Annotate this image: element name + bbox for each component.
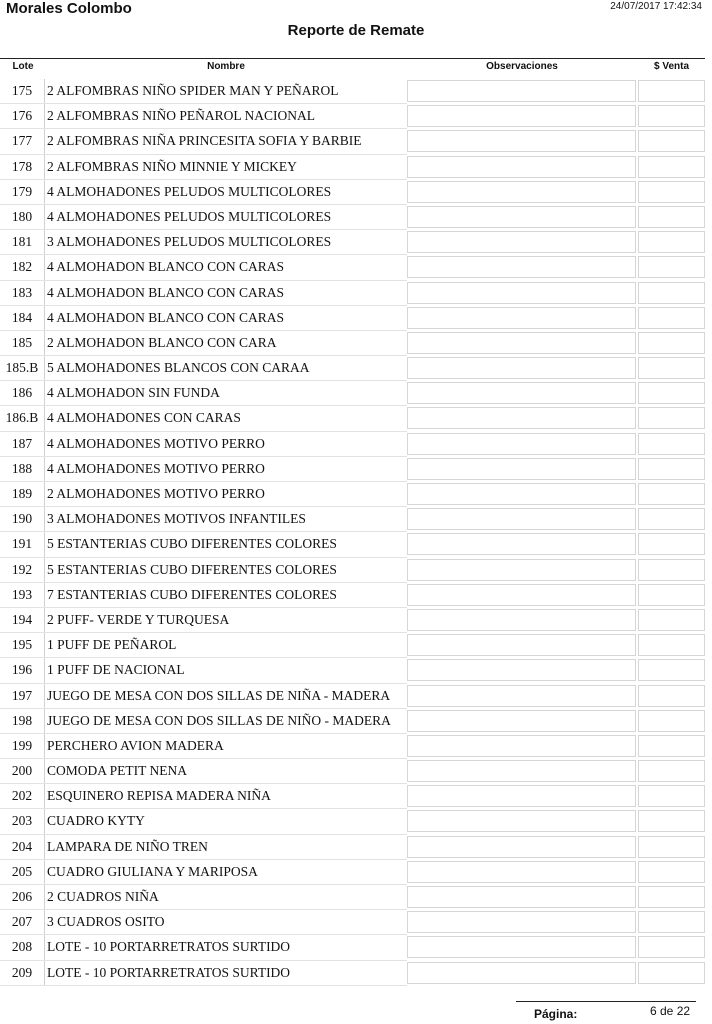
column-divider — [44, 255, 45, 280]
observaciones-cell — [407, 559, 636, 581]
lote-cell: 175 — [11, 83, 33, 98]
footer-divider — [516, 1001, 696, 1002]
nombre-cell: COMODA PETIT NENA — [47, 763, 188, 779]
column-divider — [44, 331, 45, 356]
lote-cell: 199 — [11, 737, 33, 753]
column-divider — [44, 608, 45, 633]
observaciones-cell — [407, 206, 636, 228]
venta-cell — [638, 332, 705, 354]
lote-cell: 209 — [11, 964, 33, 980]
observaciones-cell — [407, 231, 636, 253]
table-row — [0, 608, 712, 633]
lote-cell: 197 — [11, 687, 33, 703]
nombre-cell: 2 ALFOMBRAS NIÑO SPIDER MAN Y PEÑAROL — [47, 83, 339, 98]
lote-cell: 194 — [11, 611, 33, 627]
lote-cell: 183 — [11, 284, 33, 300]
column-header-observaciones: Observaciones — [486, 61, 558, 72]
table-row — [0, 406, 712, 431]
table-row — [0, 910, 712, 935]
column-divider — [44, 381, 45, 406]
report-title: Reporte de Remate — [287, 22, 425, 39]
lote-cell: 184 — [11, 309, 33, 325]
nombre-cell: 4 ALMOHADON BLANCO CON CARAS — [47, 284, 285, 300]
observaciones-cell — [407, 105, 636, 127]
nombre-cell: 2 CUADROS NIÑA — [47, 889, 159, 904]
venta-cell — [638, 810, 705, 832]
table-row — [0, 281, 712, 306]
nombre-cell: 3 ALMOHADONES PELUDOS MULTICOLORES — [47, 234, 332, 250]
nombre-cell: 2 ALMOHADON BLANCO CON CARA — [47, 334, 277, 350]
column-divider — [44, 406, 45, 431]
venta-cell — [638, 584, 705, 606]
nombre-cell: JUEGO DE MESA CON DOS SILLAS DE NIÑA - MADERA — [47, 687, 391, 703]
venta-cell — [638, 886, 705, 908]
nombre-cell: 3 ALMOHADONES MOTIVOS INFANTILES — [47, 511, 306, 527]
column-divider — [44, 809, 45, 834]
column-divider — [44, 532, 45, 557]
nombre-cell: LOTE - 10 PORTARRETRATOS SURTIDO — [47, 964, 291, 980]
nombre-cell: 3 CUADROS OSITO — [47, 914, 165, 930]
table-row — [0, 306, 712, 331]
table-row — [0, 558, 712, 583]
venta-cell — [638, 911, 705, 933]
observaciones-cell — [407, 407, 636, 429]
table-row — [0, 809, 712, 834]
nombre-cell: 5 ESTANTERIAS CUBO DIFERENTES COLORES — [47, 536, 337, 552]
nombre-cell: 2 PUFF- VERDE Y TURQUESA — [47, 611, 230, 627]
column-divider — [44, 129, 45, 154]
nombre-cell: 4 ALMOHADON BLANCO CON CARAS — [47, 309, 285, 325]
lote-cell: 204 — [11, 838, 33, 854]
observaciones-cell — [407, 836, 636, 858]
venta-cell — [638, 659, 705, 681]
table-row — [0, 759, 712, 784]
table-row — [0, 230, 712, 255]
observaciones-cell — [407, 80, 636, 102]
nombre-cell: 5 ESTANTERIAS CUBO DIFERENTES COLORES — [47, 561, 337, 577]
table-row — [0, 457, 712, 482]
column-divider — [44, 835, 45, 860]
column-divider — [44, 935, 45, 960]
table-row — [0, 331, 712, 356]
table-row — [0, 835, 712, 860]
nombre-cell: 2 ALFOMBRAS NIÑA PRINCESITA SOFIA Y BARBIE — [47, 133, 362, 149]
venta-cell — [638, 735, 705, 757]
lote-cell: 195 — [11, 637, 33, 653]
table-row — [0, 633, 712, 658]
nombre-cell: 4 ALMOHADONES PELUDOS MULTICOLORES — [47, 208, 332, 224]
column-divider — [44, 457, 45, 482]
venta-cell — [638, 861, 705, 883]
venta-cell — [638, 533, 705, 555]
column-divider — [44, 205, 45, 230]
table-row — [0, 482, 712, 507]
lote-cell: 207 — [11, 914, 33, 930]
header-divider — [0, 58, 705, 59]
column-divider — [44, 633, 45, 658]
lote-cell: 191 — [11, 536, 33, 552]
observaciones-cell — [407, 256, 636, 278]
column-divider — [44, 558, 45, 583]
lote-cell: 200 — [11, 763, 33, 779]
column-header-nombre: Nombre — [207, 61, 245, 72]
observaciones-cell — [407, 533, 636, 555]
lote-cell: 176 — [11, 108, 33, 124]
venta-cell — [638, 357, 705, 379]
column-divider — [44, 759, 45, 784]
observaciones-cell — [407, 936, 636, 958]
nombre-cell: 4 ALMOHADON BLANCO CON CARAS — [47, 259, 285, 275]
venta-cell — [638, 407, 705, 429]
column-divider — [44, 482, 45, 507]
nombre-cell: LOTE - 10 PORTARRETRATOS SURTIDO — [47, 939, 291, 955]
column-divider — [44, 79, 45, 104]
column-divider — [44, 180, 45, 205]
venta-cell — [638, 181, 705, 203]
table-row — [0, 155, 712, 180]
nombre-cell: 4 ALMOHADONES PELUDOS MULTICOLORES — [47, 183, 332, 199]
nombre-cell: 2 ALFOMBRAS NIÑO PEÑAROL NACIONAL — [47, 108, 316, 124]
nombre-cell: 1 PUFF DE PEÑAROL — [47, 637, 177, 653]
table-row — [0, 784, 712, 809]
table-row — [0, 734, 712, 759]
venta-cell — [638, 760, 705, 782]
lote-cell: 177 — [11, 133, 33, 149]
observaciones-cell — [407, 710, 636, 732]
observaciones-cell — [407, 483, 636, 505]
observaciones-cell — [407, 785, 636, 807]
venta-cell — [638, 231, 705, 253]
venta-cell — [638, 80, 705, 102]
observaciones-cell — [407, 357, 636, 379]
venta-cell — [638, 382, 705, 404]
table-row — [0, 79, 712, 104]
venta-cell — [638, 508, 705, 530]
nombre-cell: CUADRO KYTY — [47, 813, 145, 829]
lote-cell: 198 — [11, 712, 33, 728]
observaciones-cell — [407, 886, 636, 908]
observaciones-cell — [407, 659, 636, 681]
observaciones-cell — [407, 609, 636, 631]
table-row — [0, 684, 712, 709]
observaciones-cell — [407, 282, 636, 304]
table-row — [0, 658, 712, 683]
venta-cell — [638, 433, 705, 455]
table-row — [0, 205, 712, 230]
lote-cell: 203 — [11, 813, 33, 829]
column-divider — [44, 507, 45, 532]
nombre-cell: 4 ALMOHADONES MOTIVO PERRO — [47, 460, 265, 476]
nombre-cell: ESQUINERO REPISA MADERA NIÑA — [47, 788, 271, 804]
lote-cell: 179 — [11, 183, 33, 199]
observaciones-cell — [407, 458, 636, 480]
venta-cell — [638, 685, 705, 707]
lote-cell: 186.B — [5, 410, 39, 426]
lote-cell: 186 — [11, 385, 33, 401]
venta-cell — [638, 559, 705, 581]
lote-cell: 193 — [11, 586, 33, 602]
venta-cell — [638, 282, 705, 304]
table-row — [0, 532, 712, 557]
column-divider — [44, 885, 45, 910]
table-row — [0, 860, 712, 885]
observaciones-cell — [407, 685, 636, 707]
table-row — [0, 583, 712, 608]
venta-cell — [638, 483, 705, 505]
column-divider — [44, 432, 45, 457]
nombre-cell: 2 ALFOMBRAS NIÑO MINNIE Y MICKEY — [47, 158, 297, 174]
column-headers — [0, 61, 705, 75]
venta-cell — [638, 836, 705, 858]
venta-cell — [638, 609, 705, 631]
column-divider — [44, 306, 45, 331]
observaciones-cell — [407, 130, 636, 152]
column-divider — [44, 961, 45, 986]
table-row — [0, 180, 712, 205]
table-row — [0, 129, 712, 154]
nombre-cell: CUADRO GIULIANA Y MARIPOSA — [47, 863, 258, 879]
column-header-venta: $ Venta — [653, 61, 690, 72]
lote-cell: 181 — [11, 234, 33, 250]
venta-cell — [638, 962, 705, 984]
row-divider — [0, 985, 407, 986]
lote-cell: 190 — [11, 511, 33, 527]
observaciones-cell — [407, 735, 636, 757]
column-divider — [44, 684, 45, 709]
lote-cell: 185.B — [5, 360, 39, 376]
observaciones-cell — [407, 332, 636, 354]
column-divider — [44, 709, 45, 734]
nombre-cell: 5 ALMOHADONES BLANCOS CON CARAA — [47, 360, 310, 376]
venta-cell — [638, 936, 705, 958]
table-row — [0, 885, 712, 910]
column-divider — [44, 104, 45, 129]
lote-cell: 196 — [11, 662, 33, 678]
venta-cell — [638, 105, 705, 127]
observaciones-cell — [407, 911, 636, 933]
lote-cell: 208 — [11, 939, 33, 955]
lots-table — [0, 79, 712, 986]
observaciones-cell — [407, 861, 636, 883]
observaciones-cell — [407, 584, 636, 606]
column-header-lote: Lote — [12, 61, 34, 72]
observaciones-cell — [407, 962, 636, 984]
nombre-cell: JUEGO DE MESA CON DOS SILLAS DE NIÑO - MADERA — [47, 712, 391, 728]
observaciones-cell — [407, 307, 636, 329]
observaciones-cell — [407, 810, 636, 832]
column-divider — [44, 734, 45, 759]
table-row — [0, 709, 712, 734]
table-row — [0, 961, 712, 986]
nombre-cell: 2 ALMOHADONES MOTIVO PERRO — [47, 486, 265, 501]
table-row — [0, 381, 712, 406]
column-divider — [44, 230, 45, 255]
venta-cell — [638, 156, 705, 178]
venta-cell — [638, 458, 705, 480]
nombre-cell: 1 PUFF DE NACIONAL — [47, 662, 185, 678]
observaciones-cell — [407, 433, 636, 455]
column-divider — [44, 910, 45, 935]
venta-cell — [638, 785, 705, 807]
venta-cell — [638, 130, 705, 152]
report-timestamp: 24/07/2017 17:42:34 — [610, 1, 702, 12]
venta-cell — [638, 256, 705, 278]
lote-cell: 182 — [11, 259, 33, 275]
venta-cell — [638, 206, 705, 228]
lote-cell: 188 — [11, 460, 33, 476]
lote-cell: 189 — [11, 486, 33, 501]
page-label: Página: — [534, 1007, 578, 1021]
nombre-cell: 7 ESTANTERIAS CUBO DIFERENTES COLORES — [47, 586, 337, 602]
nombre-cell: LAMPARA DE NIÑO TREN — [47, 838, 208, 854]
company-name: Morales Colombo — [6, 0, 132, 17]
observaciones-cell — [407, 156, 636, 178]
lote-cell: 192 — [11, 561, 33, 577]
venta-cell — [638, 710, 705, 732]
lote-cell: 185 — [11, 334, 33, 350]
table-row — [0, 104, 712, 129]
table-row — [0, 255, 712, 280]
observaciones-cell — [407, 760, 636, 782]
nombre-cell: 4 ALMOHADONES MOTIVO PERRO — [47, 435, 265, 451]
observaciones-cell — [407, 181, 636, 203]
lote-cell: 202 — [11, 788, 33, 804]
observaciones-cell — [407, 382, 636, 404]
table-row — [0, 356, 712, 381]
column-divider — [44, 281, 45, 306]
nombre-cell: PERCHERO AVION MADERA — [47, 737, 224, 753]
lote-cell: 187 — [11, 435, 33, 451]
column-divider — [44, 860, 45, 885]
column-divider — [44, 356, 45, 381]
observaciones-cell — [407, 508, 636, 530]
venta-cell — [638, 307, 705, 329]
observaciones-cell — [407, 634, 636, 656]
column-divider — [44, 784, 45, 809]
venta-cell — [638, 634, 705, 656]
lote-cell: 178 — [11, 158, 33, 174]
nombre-cell: 4 ALMOHADONES CON CARAS — [47, 410, 241, 426]
lote-cell: 205 — [11, 863, 33, 879]
table-row — [0, 507, 712, 532]
table-row — [0, 432, 712, 457]
table-row — [0, 935, 712, 960]
column-divider — [44, 658, 45, 683]
nombre-cell: 4 ALMOHADON SIN FUNDA — [47, 385, 220, 401]
lote-cell: 206 — [11, 889, 33, 904]
column-divider — [44, 583, 45, 608]
column-divider — [44, 155, 45, 180]
lote-cell: 180 — [11, 208, 33, 224]
page-number: 6 de 22 — [650, 1004, 691, 1018]
